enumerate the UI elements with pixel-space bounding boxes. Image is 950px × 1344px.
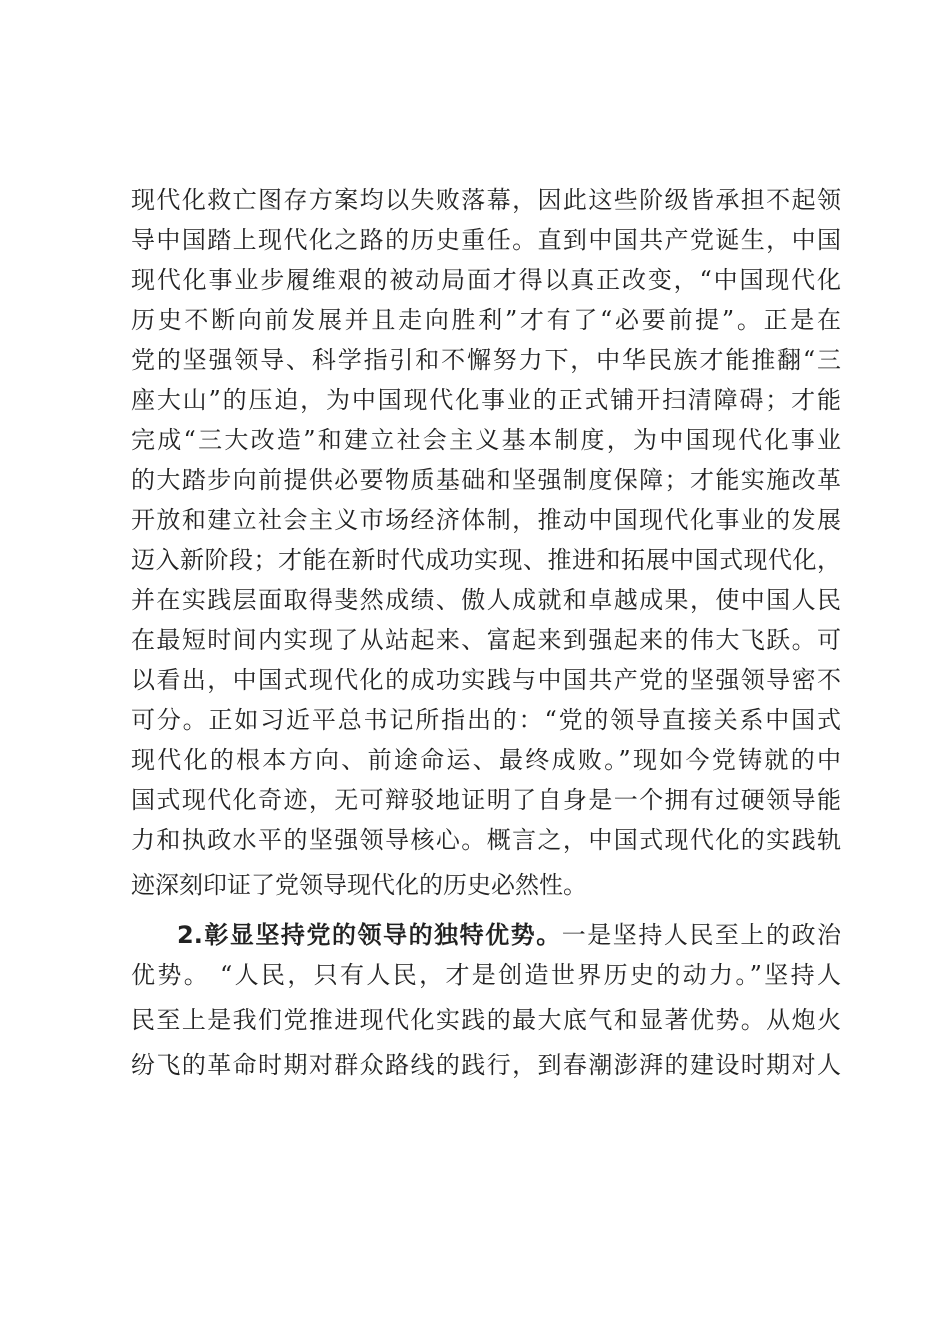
text-line: 完成“三大改造”和建立社会主义基本制度，为中国现代化事业 xyxy=(131,426,841,454)
text-line: 导中国踏上现代化之路的历史重任。直到中国共产党诞生，中国 xyxy=(131,226,841,254)
text-line: 国式现代化奇迹，无可辩驳地证明了自身是一个拥有过硬领导能 xyxy=(131,786,841,814)
section-lead-text: 一是坚持人民至上的政治 xyxy=(561,921,842,949)
text-line: 力和执政水平的坚强领导核心。概言之，中国式现代化的实践轨 xyxy=(131,826,841,854)
text-line: 历史不断向前发展并且走向胜利”才有了“必要前提”。正是在 xyxy=(131,306,841,334)
text-line: 座大山”的压迫，为中国现代化事业的正式铺开扫清障碍；才能 xyxy=(131,386,841,414)
text-line: 优势。 “人民，只有人民，才是创造世界历史的动力。”坚持人 xyxy=(131,961,841,989)
section-number: 2. xyxy=(177,921,203,949)
text-line: 以看出，中国式现代化的成功实践与中国共产党的坚强领导密不 xyxy=(131,666,841,694)
text-line: 开放和建立社会主义市场经济体制，推动中国现代化事业的发展 xyxy=(131,506,841,534)
text-line: 纷飞的革命时期对群众路线的践行，到春潮澎湃的建设时期对人 xyxy=(131,1051,841,1079)
section-heading-line xyxy=(177,920,841,950)
text-line: 在最短时间内实现了从站起来、富起来到强起来的伟大飞跃。可 xyxy=(131,626,841,654)
text-line: 的大踏步向前提供必要物质基础和坚强制度保障；才能实施改革 xyxy=(131,466,841,494)
text-line: 并在实践层面取得斐然成绩、傲人成就和卓越成果，使中国人民 xyxy=(131,586,841,614)
text-line: 民至上是我们党推进现代化实践的最大底气和显著优势。从炮火 xyxy=(131,1006,841,1034)
text-line: 党的坚强领导、科学指引和不懈努力下，中华民族才能推翻“三 xyxy=(131,346,841,374)
text-line: 现代化事业步履维艰的被动局面才得以真正改变，“中国现代化 xyxy=(131,266,841,294)
text-line: 现代化的根本方向、前途命运、最终成败。”现如今党铸就的中 xyxy=(131,746,841,774)
text-line: 迹深刻印证了党领导现代化的历史必然性。 xyxy=(131,871,587,899)
text-line: 现代化救亡图存方案均以失败落幕，因此这些阶级皆承担不起领 xyxy=(131,186,841,214)
section-title: 彰显坚持党的领导的独特优势。 xyxy=(202,921,562,949)
text-line: 可分。正如习近平总书记所指出的：“党的领导直接关系中国式 xyxy=(131,706,841,734)
text-line: 迈入新阶段；才能在新时代成功实现、推进和拓展中国式现代化， xyxy=(131,546,841,574)
